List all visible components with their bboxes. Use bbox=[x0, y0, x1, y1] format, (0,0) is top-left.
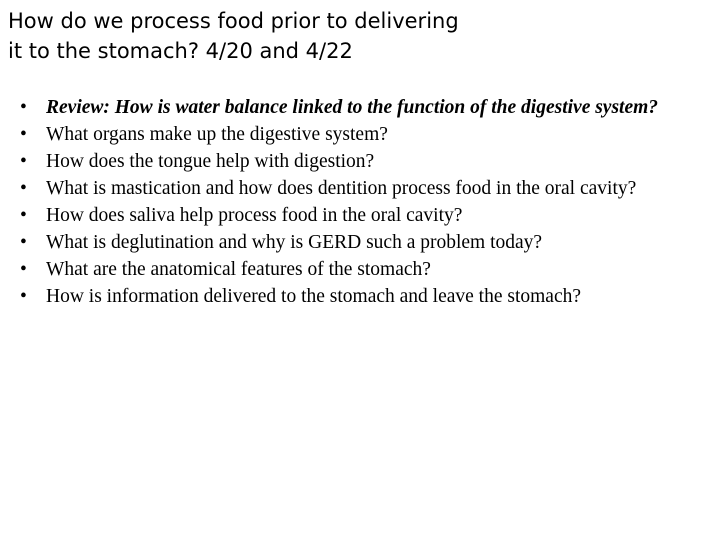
bullet-icon: • bbox=[20, 124, 27, 145]
bullet-text: What organs make up the digestive system? bbox=[46, 124, 388, 145]
bullet-icon: • bbox=[20, 232, 27, 253]
bullet-icon: • bbox=[20, 205, 27, 226]
bullet-text: What is mastication and how does dentition process food in the oral cavity? bbox=[46, 178, 637, 199]
bullet-text: What are the anatomical features of the stomach? bbox=[46, 259, 431, 280]
slide-title-line-2: it to the stomach? 4/20 and 4/22 bbox=[8, 39, 353, 63]
bullet-icon: • bbox=[20, 259, 27, 280]
bullet-item-tongue bbox=[20, 151, 710, 172]
bullet-icon: • bbox=[20, 151, 27, 172]
bullet-list bbox=[20, 97, 710, 313]
bullet-icon: • bbox=[20, 97, 27, 118]
bullet-text: Review: How is water balance linked to the function of the digestive system? bbox=[46, 97, 659, 118]
bullet-item-deglutination bbox=[20, 232, 710, 253]
bullet-item-review bbox=[20, 97, 710, 118]
bullet-item-organs bbox=[20, 124, 710, 145]
bullet-item-mastication bbox=[20, 178, 710, 199]
bullet-text: What is deglutination and why is GERD such a problem today? bbox=[46, 232, 543, 253]
bullet-text: How is information delivered to the stomach and leave the stomach? bbox=[46, 286, 582, 307]
slide-title bbox=[8, 6, 628, 66]
bullet-item-stomach-information bbox=[20, 286, 710, 307]
bullet-icon: • bbox=[20, 286, 27, 307]
bullet-item-stomach-features bbox=[20, 259, 710, 280]
bullet-text: How does saliva help process food in the oral cavity? bbox=[46, 205, 463, 226]
bullet-item-saliva bbox=[20, 205, 710, 226]
bullet-icon: • bbox=[20, 178, 27, 199]
slide-title-line-1: How do we process food prior to delivering bbox=[8, 9, 459, 33]
bullet-text: How does the tongue help with digestion? bbox=[46, 151, 375, 172]
